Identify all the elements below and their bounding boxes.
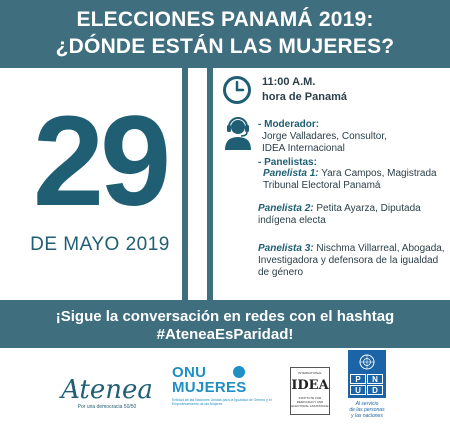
moderator-heading: - Moderador:: [258, 119, 320, 130]
idea-logo-bottom: INSTITUTE FOR DEMOCRACY AND ELECTORAL ASSISTANCE: [291, 396, 329, 408]
idea-logo-top: INTERNATIONAL: [298, 371, 322, 375]
idea-logo-mark: IDEA: [291, 378, 329, 393]
idea-logo: [290, 367, 330, 415]
moderator-line1: Jorge Valladares, Consultor,: [262, 131, 387, 142]
moderator-line2: IDEA Internacional: [262, 143, 345, 154]
pnud-tagline-line1: Al servicio: [355, 401, 379, 407]
event-month-year: DE MAYO 2019: [30, 234, 170, 255]
un-emblem-icon: [355, 352, 379, 372]
panelist-2-line1: [258, 203, 421, 215]
pnud-logo: [348, 350, 386, 398]
header-title-line1: ELECCIONES PANAMÁ 2019:: [76, 8, 374, 31]
onu-logo-line1: ONU: [172, 364, 207, 381]
hashtag-banner: [0, 300, 450, 348]
un-emblem-icon: [233, 366, 245, 378]
header-banner: [0, 0, 450, 68]
onu-mujeres-logo: [172, 364, 272, 414]
atenea-logo: [52, 375, 162, 415]
event-timezone: hora de Panamá: [262, 91, 347, 103]
panelist-1-line1: [263, 168, 437, 180]
pnud-letter-n: N: [367, 374, 383, 384]
panelist-2-label: Panelista 2:: [258, 203, 314, 214]
atenea-logo-name: Atenea: [61, 375, 153, 405]
pnud-letter-p: P: [350, 374, 366, 384]
banner-hashtag: #AteneaEsParidad!: [156, 326, 294, 343]
pnud-tagline-line3: y las naciones: [351, 413, 383, 419]
event-time: 11:00 A.M.: [262, 76, 316, 88]
event-day: 29: [32, 90, 168, 233]
panelist-3-line2: Investigadora y defensora de la igualdad: [258, 255, 439, 266]
panelist-1-label: Panelista 1:: [263, 168, 319, 179]
divider-bar-left: [182, 68, 188, 300]
pnud-letter-d: D: [367, 385, 383, 395]
panelist-2-name: Petita Ayarza, Diputada: [313, 203, 421, 214]
pnud-tagline: [334, 401, 400, 419]
panelists-heading: - Panelistas:: [258, 157, 317, 168]
panelist-2-line2: indígena electa: [258, 215, 326, 226]
panelist-3-name: Nischma Villarreal, Abogada,: [313, 243, 445, 254]
panelist-3-label: Panelista 3:: [258, 243, 314, 254]
pnud-tagline-line2: de las personas: [349, 407, 385, 413]
panelist-1-line2: Tribunal Electoral Panamá: [263, 180, 381, 191]
onu-logo-line2: MUJERES: [172, 379, 247, 396]
panelist-3-line3: de género: [258, 267, 304, 278]
atenea-logo-tagline: Por una democracia 50/50: [77, 404, 137, 410]
panelist-3-line1: [258, 243, 445, 255]
pnud-letter-u: U: [350, 385, 366, 395]
onu-logo-subtitle: Entidad de las Naciones Unidas para la Igualdad de Género y el Empoderamiento de las Mujeres: [172, 398, 272, 406]
pnud-letter-grid: [350, 374, 384, 396]
banner-line1: ¡Sigue la conversación en redes con el hashtag: [55, 308, 395, 325]
headset-icon: [222, 116, 254, 150]
clock-icon: [222, 75, 252, 105]
header-title-line2: ¿DÓNDE ESTÁN LAS MUJERES?: [55, 35, 395, 58]
panelist-1-name: Yara Campos, Magistrada: [318, 168, 437, 179]
divider-bar-right: [207, 68, 213, 300]
